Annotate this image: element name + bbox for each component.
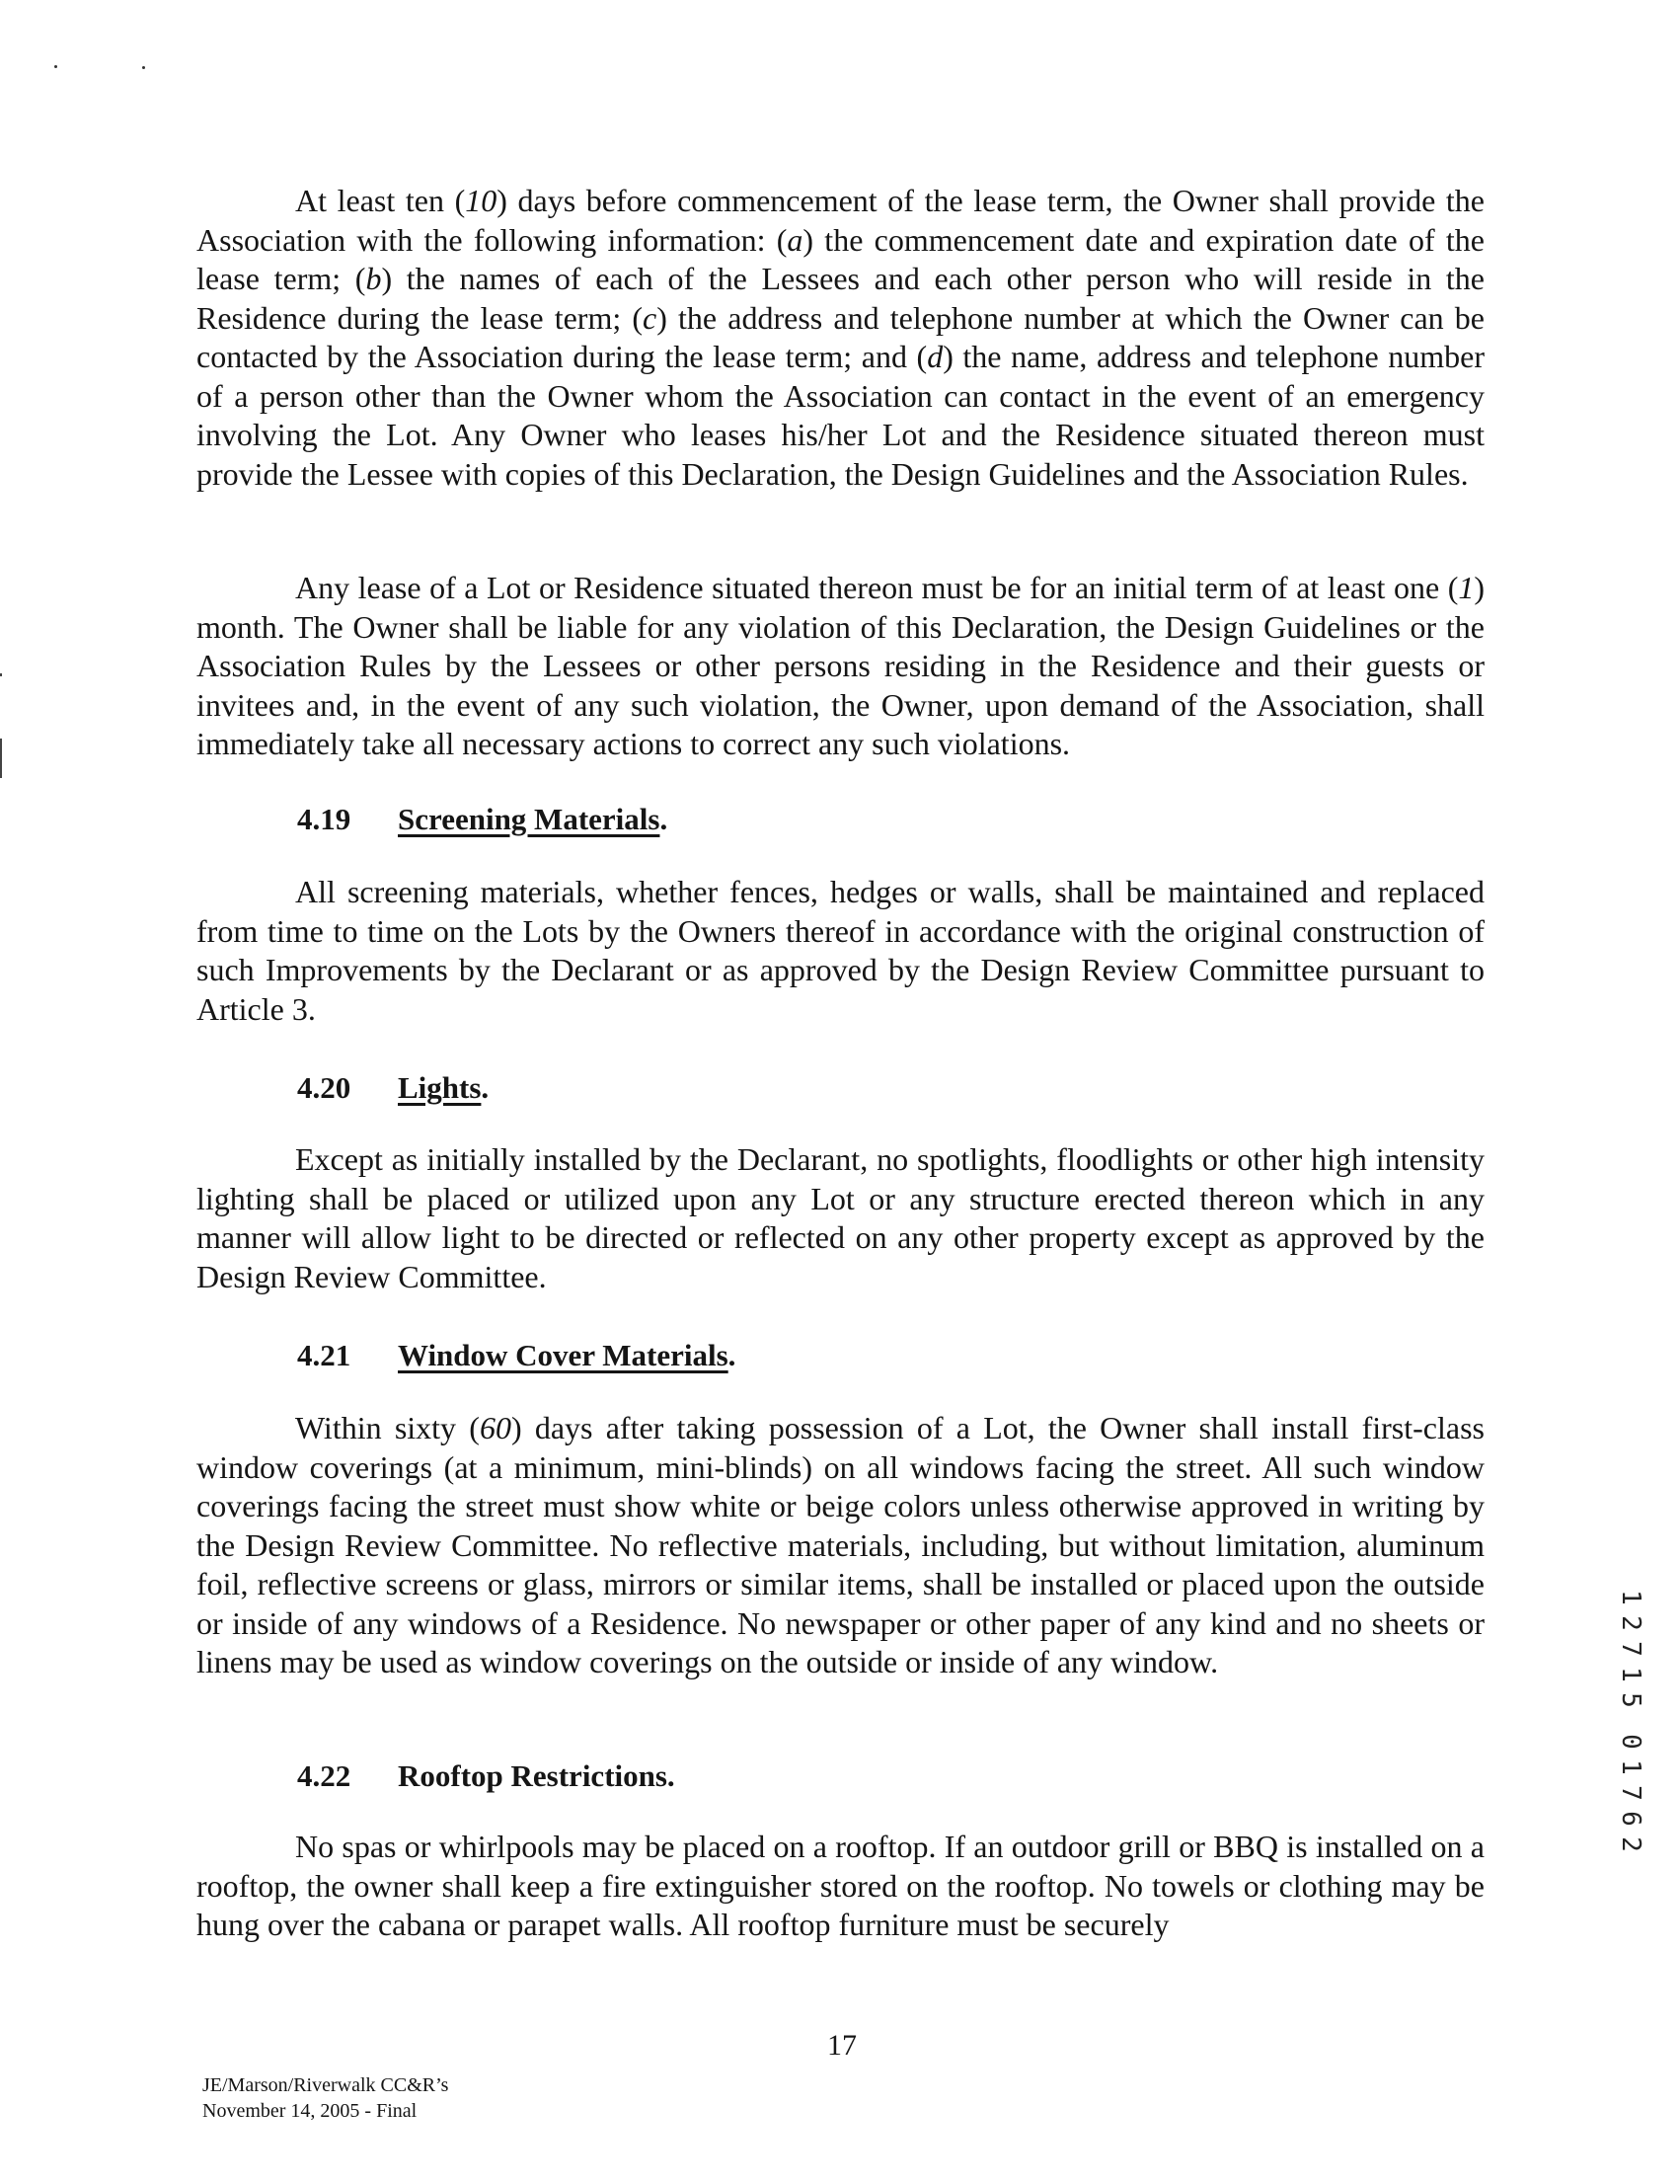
paragraph-window-cover-materials: Within sixty (60) days after taking possession of a Lot, the Owner shall install first-class window coverings (at a minimum, mini-blinds) on all windows facing the street. All such window coverings facing the street must show white or beige colors unless otherwise approved in writing by the Design Review Committee. No reflective materials, including, but without limitation, aluminum foil, reflective screens or glass, mirrors or similar items, shall be installed or placed upon the outside or inside of any windows of a Residence. No newspaper or other paper of any kind and no sheets or linens may be used as window coverings on the outside or inside of any window. (196, 1410, 1485, 1679)
section-title: Screening Materials (398, 802, 660, 836)
page-number: 17 (827, 2029, 857, 2062)
section-number: 4.21 (297, 1338, 351, 1372)
section-heading-4-20 (297, 1070, 489, 1106)
bates-stamp-digit: 7 (1616, 1641, 1645, 1657)
section-title-period: . (727, 1338, 736, 1372)
footer-date: November 14, 2005 - Final (202, 2100, 418, 2122)
scan-edge-mark (0, 739, 2, 778)
bates-stamp (1616, 1585, 1645, 1857)
section-title: Rooftop Restrictions. (398, 1758, 675, 1793)
bates-stamp-digit: 2 (1616, 1615, 1645, 1631)
bates-stamp-gap (1623, 1710, 1639, 1732)
bates-stamp-digit: 2 (1616, 1836, 1645, 1852)
bates-stamp-digit: 6 (1616, 1811, 1645, 1827)
section-title: Lights (398, 1070, 482, 1105)
section-heading-4-21 (297, 1338, 735, 1373)
bates-stamp-digit: 1 (1616, 1590, 1645, 1605)
section-title-period: . (659, 802, 668, 836)
paragraph-lease-information: At least ten (10) days before commencement of the lease term, the Owner shall provide the Association with the following information: (a) the commencement date and expiration date of the lease term; (b) the names of each of the Lessees and each other person who will reside in the Residence during the lease term; (c) the address and telephone number at which the Owner can be contacted by the Association during the lease term; and (d) the name, address and telephone number of a person other than the Owner whom the Association can contact in the event of an emergency involving the Lot. Any Owner who leases his/her Lot and the Residence situated thereon must provide the Lessee with copies of this Declaration, the Design Guidelines and the Association Rules. (196, 183, 1486, 492)
section-heading-4-19 (297, 802, 667, 837)
bates-stamp-digit: 1 (1616, 1667, 1645, 1682)
paragraph-lights: Except as initially installed by the Declarant, no spotlights, floodlights or other high intensity lighting shall be placed or utilized upon any Lot or any structure erected thereon which in any manner will allow light to be directed or reflected on any other property except as approved by the Design Review Committee. (196, 1141, 1485, 1294)
bates-stamp-digit: 1 (1616, 1759, 1645, 1775)
paragraph-rooftop-restrictions: No spas or whirlpools may be placed on a rooftop. If an outdoor grill or BBQ is installed on a rooftop, the owner shall keep a fire extinguisher stored on the rooftop. No towels or clothing may be hung over the cabana or parapet walls. All rooftop furniture must be securely (196, 1829, 1485, 1942)
scan-speck (54, 65, 57, 68)
bates-stamp-digit: 5 (1616, 1692, 1645, 1708)
bates-stamp-characters (1616, 1585, 1645, 1857)
section-title-period: . (481, 1070, 490, 1105)
section-number: 4.20 (297, 1070, 351, 1105)
scan-speck (142, 66, 145, 69)
document-footer (202, 2072, 448, 2124)
bates-stamp-digit: 7 (1616, 1785, 1645, 1801)
bates-stamp-digit: 0 (1616, 1734, 1645, 1750)
footer-file-reference: JE/Marson/Riverwalk CC&R’s (202, 2074, 449, 2096)
paragraph-lease-term: Any lease of a Lot or Residence situated thereon must be for an initial term of at least one (1) month. The Owner shall be liable for any violation of this Declaration, the Design Guidelines or the Association Rules by the Lessees or other persons residing in the Residence and their guests or invitees and, in the event of any such violation, the Owner, upon demand of the Association, shall immediately take all necessary actions to correct any such violations. (196, 570, 1485, 761)
section-number: 4.22 (297, 1758, 351, 1793)
scan-edge-mark (0, 673, 2, 676)
section-number: 4.19 (297, 802, 351, 836)
paragraph-screening-materials: All screening materials, whether fences, hedges or walls, shall be maintained and replaced from time to time on the Lots by the Owners thereof in accordance with the original construction of such Improvements by the Declarant or as approved by the Design Review Committee pursuant to Article 3. (196, 874, 1485, 1027)
section-heading-4-22 (297, 1758, 675, 1794)
section-title: Window Cover Materials (398, 1338, 728, 1372)
